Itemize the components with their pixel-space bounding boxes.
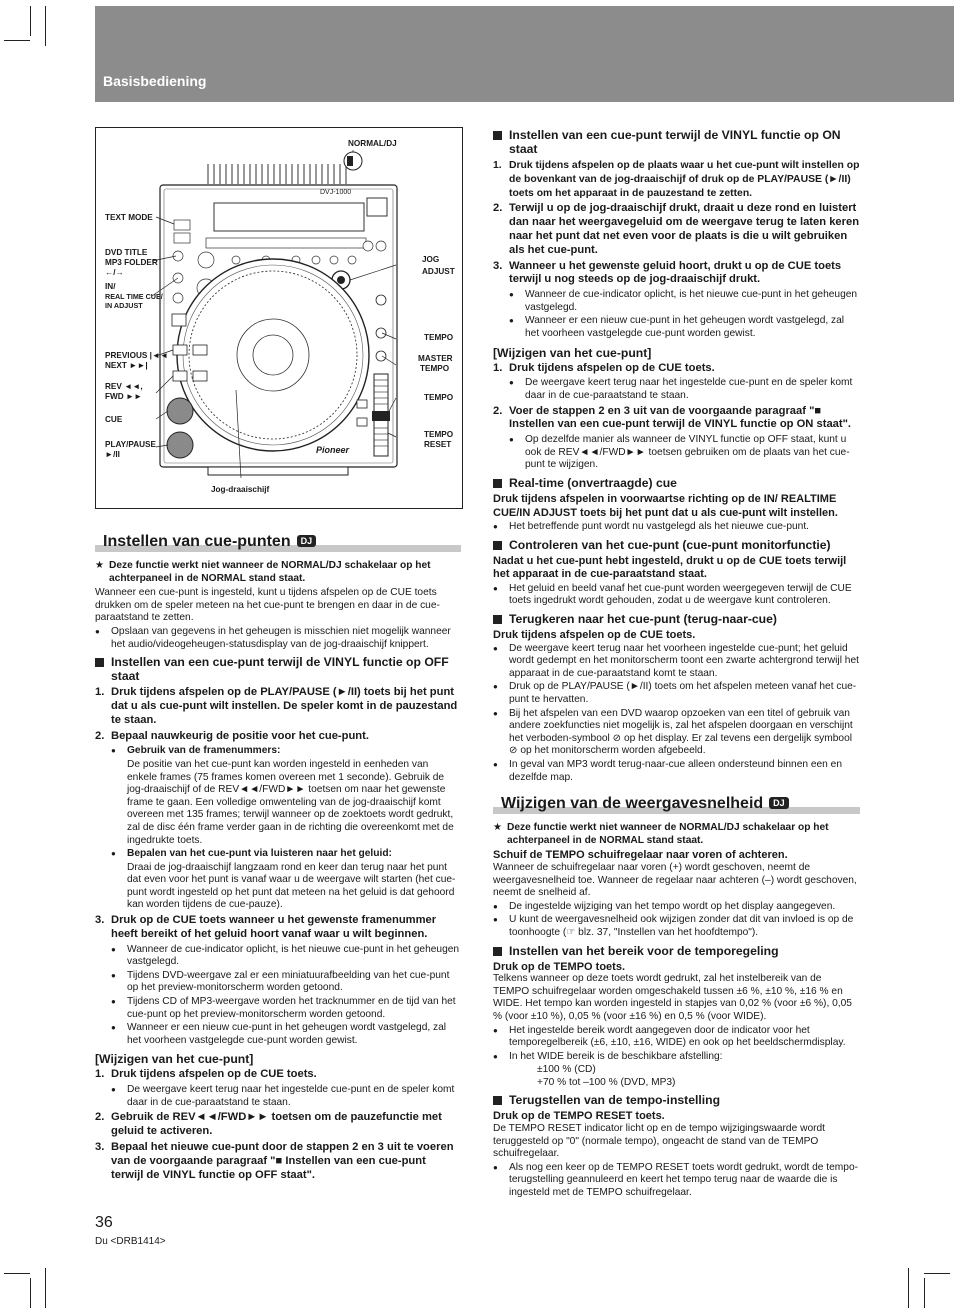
label-reset: RESET (424, 440, 452, 449)
bullet: ● De weergave keert terug naar het voorheen ingestelde cue-punt; het geluid wordt gedempt en het monitorscherm toont een zwarte achtergrond terwijl het apparaat in de cue-paraatstand komt te staan. (493, 643, 860, 681)
range-text: Telkens wanneer op deze toets wordt gedrukt, zal het instelbereik van de TEMPO schuifregelaar worden omgeschakeld tussen ±6 %, ±10 %, ±16 % en WIDE. Het tempo kan worden ingesteld in stapjes van 0,02 % (voor ±6 %), 0,05 % (voor ±10 %), 0,05 % (voor ±16 %) en 0,5 % (voor WIDE). (493, 973, 852, 1022)
label-cue: CUE (105, 415, 123, 424)
heading-vinyl-on: Instellen van een cue-punt terwijl de VINYL functie op ON staat (493, 128, 860, 156)
label-next: NEXT ►►| (105, 361, 148, 370)
heading-range: Instellen van het bereik voor de temporegeling (493, 944, 860, 958)
crop-mark (924, 1278, 925, 1308)
heading-change-cue: [Wijzigen van het cue-punt] (95, 1052, 254, 1067)
left-column (95, 528, 461, 1184)
speed-instruction: Schuif de TEMPO schuifregelaar naar voren of achteren. (493, 849, 788, 862)
footer-code: Du <DRB1414> (95, 1236, 166, 1247)
range-value-cd: ±100 % (CD) (537, 1064, 596, 1076)
section-title-cue: Instellen van cue-punten DJ (95, 532, 461, 554)
vinyl-step-1: 1. Druk tijdens afspelen op de plaats waar u het cue-punt wilt instellen op de bovenkant van de jog-draaischijf of druk op de PLAY/PAUSE (►/II) toets om het apparaat in de pauzestand te zetten. (493, 160, 860, 199)
realtime-instruction: Druk tijdens afspelen in voorwaartse richting op de IN/ REALTIME CUE/IN ADJUST toets bij het punt dat u als cue-punt wilt instellen. (493, 492, 838, 519)
label-in-adjust: IN ADJUST (105, 301, 143, 310)
bullet: ● In geval van MP3 wordt terug-naar-cue alleen ondersteund binnen een en dezelfde map. (493, 759, 860, 784)
change-step-2: 2. Gebruik de REV◄◄/FWD►► toetsen om de pauzefunctie met geluid te activeren. (95, 1111, 442, 1138)
reset-text: De TEMPO RESET indicator licht op en de tempo wijzigingswaarde wordt teruggesteld op "0" (normale tempo), ongeacht de stand van de TEMPO schuifregelaar. (493, 1123, 825, 1160)
heading-vinyl-off: Instellen van een cue-punt terwijl de VINYL functie op OFF staat (95, 655, 461, 683)
crop-mark (45, 6, 46, 46)
label-play-symbol: ►/II (105, 450, 120, 459)
step-1: 1. Druk tijdens afspelen op de PLAY/PAUSE (►/II) toets bij het punt dat u als cue-punt wilt instellen. De speler komt in de pauzestand te staan. (95, 686, 458, 726)
label-jog: JOG (422, 255, 440, 264)
range-value-dvd: +70 % tot –100 % (DVD, MP3) (537, 1076, 676, 1088)
bullet: ● De weergave keert terug naar het ingestelde cue-punt en de speler komt daar in de cue-paraatstand te staan. (95, 1084, 461, 1109)
label-arrows: ←/→ (105, 268, 124, 277)
bullet: ● Tijdens CD of MP3-weergave worden het tracknummer en de tijd van het cue-punt op het preview-monitorscherm worden getoond. (95, 996, 461, 1021)
bullet-sound-title: ● Bepalen van het cue-punt via luisteren naar het geluid: (95, 848, 461, 861)
bullet: ● Het betreffende punt wordt nu vastgelegd als het nieuwe cue-punt. (493, 521, 860, 534)
vinyl-step-3: 3. Wanneer u het gewenste geluid hoort, drukt u op de CUE toets terwijl u nog steeds op de jog-draaischijf drukt. (493, 259, 842, 286)
dj-badge: DJ (769, 797, 789, 809)
bullet: ● Druk op de PLAY/PAUSE (►/II) toets om het afspelen meteen vanaf het cue-punt te hervatten. (493, 681, 860, 706)
label-tempo-1: TEMPO (424, 333, 454, 342)
bullet: ● Wanneer er een nieuw cue-punt in het geheugen wordt vastgelegd, zal het voorheen vastgelegde cue-punt worden gewist. (95, 1022, 461, 1047)
bullet: ● Op dezelfde manier als wanneer de VINYL functie op OFF staat, kunt u ook de REV◄◄/FWD►► toetsen gebruiken om de plaats van het cue-punt te wijzigen. (493, 434, 860, 472)
bullet: ● Bij het afspelen van een DVD waarop opzoeken van een titel of gebruik van andere zoekfuncties niet mogelijk is, zal het afspelen doorgaan en verschijnt het verboden-symbool ⊘ op het display. Er zal tevens een dergelijk symbool ⊘ op het monitorscherm worden afgebeeld. (493, 708, 860, 758)
page-number: 36 (95, 1214, 113, 1231)
bullet: ● Het ingestelde bereik wordt aangegeven door de indicator voor het temporegelbereik (±6, ±10, ±16, WIDE) en ook op het beeldschermdisplay. (493, 1025, 860, 1050)
note-star: ★ Deze functie werkt niet wanneer de NORMAL/DJ schakelaar op het achterpaneel in de NORMAL stand staat. (95, 560, 461, 585)
heading-realtime: Real-time (onvertraagde) cue (493, 476, 860, 490)
label-tempo-2: TEMPO (420, 364, 450, 373)
bullet: ● Als nog een keer op de TEMPO RESET toets wordt gedrukt, wordt de tempo-terugstelling geannuleerd en keert het tempo terug naar de waarde die is ingesteld met de TEMPO schuifregelaar. (493, 1162, 860, 1200)
bullet: ● In het WIDE bereik is de beschikbare afstelling: (493, 1051, 860, 1064)
bullet-sound-text: Draai de jog-draaischijf langzaam rond en keer dan terug naar het punt dat even voor het punt is vanaf waar u de weergave wilt starten (het cue-punt wordt ingesteld op het punt dat meteen na het geluid is dat gehoord kan worden tijdens de cue-pauze). (127, 861, 456, 911)
label-real-time: REAL TIME CUE/ (105, 292, 163, 301)
heading-reset: Terugstellen van de tempo-instelling (493, 1093, 860, 1107)
return-instruction: Druk tijdens afspelen op de CUE toets. (493, 629, 696, 642)
bullet: ● Wanneer er een nieuw cue-punt in het geheugen wordt vastgelegd, zal het voorheen vastgelegde cue-punt worden gewist. (493, 315, 860, 340)
change2-step-1: 1. Druk tijdens afspelen op de CUE toets. (493, 361, 715, 374)
bullet: ● Tijdens DVD-weergave zal er een miniatuurafbeelding van het cue-punt op het preview-monitorscherm worden getoond. (95, 970, 461, 995)
bullet: ● U kunt de weergavesnelheid ook wijzigen zonder dat dit van invloed is op de toonhoogte (☞ blz. 37, "Instellen van het hoofdtempo"). (493, 914, 860, 939)
crop-mark (45, 1268, 46, 1308)
vinyl-step-2: 2. Terwijl u op de jog-draaischijf drukt, draait u deze rond en luistert dan naar het weergavegeluid om de weergave terug te laten keren naar het punt dat net even voor de plaats is die u wilt gebruiken als het cue-punt. (493, 202, 860, 256)
heading-return: Terugkeren naar het cue-punt (terug-naar-cue) (493, 612, 860, 626)
device-figure (95, 127, 463, 509)
label-in: IN/ (105, 282, 116, 291)
label-model: DVJ-1000 (320, 189, 352, 196)
label-play-pause: PLAY/PAUSE (105, 440, 156, 449)
bullet: ● Wanneer de cue-indicator oplicht, is het nieuwe cue-punt in het geheugen vastgelegd. (95, 944, 461, 969)
crop-mark (908, 1268, 909, 1308)
intro-text: Wanneer een cue-punt is ingesteld, kunt u tijdens afspelen op de CUE toets drukken om de speler meteen na het cue-punt te brengen en daar in de cue-paraatstand te zetten. (95, 587, 440, 624)
label-master: MASTER (418, 354, 453, 363)
crop-mark (30, 6, 31, 36)
label-jog-disc: Jog-draaischijf (211, 485, 270, 494)
bullet-framenumbers-title: ● Gebruik van de framenummers: (95, 745, 461, 758)
bullet: ● De weergave keert terug naar het ingestelde cue-punt en de speler komt daar in de cue-paraatstand te staan. (493, 377, 860, 402)
header-band (95, 6, 954, 102)
label-adjust: ADJUST (422, 267, 455, 276)
right-column (493, 124, 860, 1201)
note-star: ★ Deze functie werkt niet wanneer de NORMAL/DJ schakelaar op het achterpaneel in de NORMAL stand staat. (493, 822, 860, 847)
section-title-speed: Wijzigen van de weergavesnelheid DJ (493, 794, 860, 816)
label-rev: REV ◄◄, (105, 382, 143, 391)
step-2: 2. Bepaal nauwkeurig de positie voor het cue-punt. (95, 729, 369, 742)
speed-text: Wanneer de schuifregelaar naar voren (+) wordt geschoven, neemt de weergavesnelheid toe. Wanneer de regelaar naar achteren (–) wordt geschoven, neemt de snelheid af. (493, 861, 857, 899)
label-text-mode: TEXT MODE (105, 213, 153, 222)
dj-badge: DJ (297, 535, 317, 547)
monitor-instruction: Nadat u het cue-punt hebt ingesteld, drukt u op de CUE toets terwijl het apparaat in de cue-paraatstand staat. (493, 554, 847, 581)
label-dvd-title: DVD TITLE (105, 248, 148, 257)
crop-mark (30, 1278, 31, 1308)
heading-change-cue-2: [Wijzigen van het cue-punt] (493, 345, 652, 360)
change-step-1: 1. Druk tijdens afspelen op de CUE toets. (95, 1068, 317, 1081)
label-fwd: FWD ►► (105, 392, 143, 401)
bullet-framenumbers-text: De positie van het cue-punt kan worden ingesteld in eenheden van enkele frames (75 frames komen overeen met 1 seconde). Gebruik de jog-draaischijf of de REV◄◄/FWD►► toetsen om naar het gewenste frame te gaan. Een volledige omwenteling van de jog-draaischijf komt overeen met 135 frames; terwijl wanneer op de zoektoets wordt gedrukt, zal de disc één frame verder gaan in de richting die overeenkomt met de ingedrukte toets. (127, 758, 454, 846)
section-label: Basisbediening (103, 73, 207, 89)
heading-monitor: Controleren van het cue-punt (cue-punt monitorfunctie) (493, 538, 860, 552)
label-normal-dj: NORMAL/DJ (348, 139, 397, 148)
crop-mark (4, 1273, 30, 1274)
reset-instruction: Druk op de TEMPO RESET toets. (493, 1110, 665, 1123)
intro-bullet: ● Opslaan van gegevens in het geheugen is misschien niet mogelijk wanneer het audio/videogeheugen-statusdisplay van de jog-draaischijf knippert. (95, 626, 461, 651)
change2-step-2: 2. Voer de stappen 2 en 3 uit van de voorgaande paragraaf "■ Instellen van een cue-punt terwijl de VINYL functie op ON staat". (493, 404, 852, 431)
label-previous: PREVIOUS |◄◄ (105, 351, 169, 360)
bullet: ● De ingestelde wijziging van het tempo wordt op het display aangegeven. (493, 901, 860, 914)
bullet: ● Wanneer de cue-indicator oplicht, is het nieuwe cue-punt in het geheugen vastgelegd. (493, 289, 860, 314)
label-brand: Pioneer (316, 445, 350, 455)
label-mp3-folder: MP3 FOLDER (105, 258, 158, 267)
step-3: 3. Druk op de CUE toets wanneer u het gewenste framenummer heeft bereikt of het geluid hoort vanaf waar u wilt beginnen. (95, 914, 437, 940)
bullet: ● Het geluid en beeld vanaf het cue-punt worden weergegeven terwijl de CUE toets ingedrukt wordt gehouden, zodat u de weergave kunt controleren. (493, 583, 860, 608)
label-tempo-3: TEMPO (424, 393, 454, 402)
crop-mark (924, 1273, 950, 1274)
dvj-illustration (96, 128, 462, 508)
change-step-3: 3. Bepaal het nieuwe cue-punt door de stappen 2 en 3 uit te voeren van de voorgaande paragraaf "■ Instellen van een cue-punt terwijl de VINYL functie op OFF staat". (95, 1140, 454, 1181)
crop-mark (4, 40, 30, 41)
label-tempo-4: TEMPO (424, 430, 454, 439)
range-instruction: Druk op de TEMPO toets. (493, 960, 626, 973)
